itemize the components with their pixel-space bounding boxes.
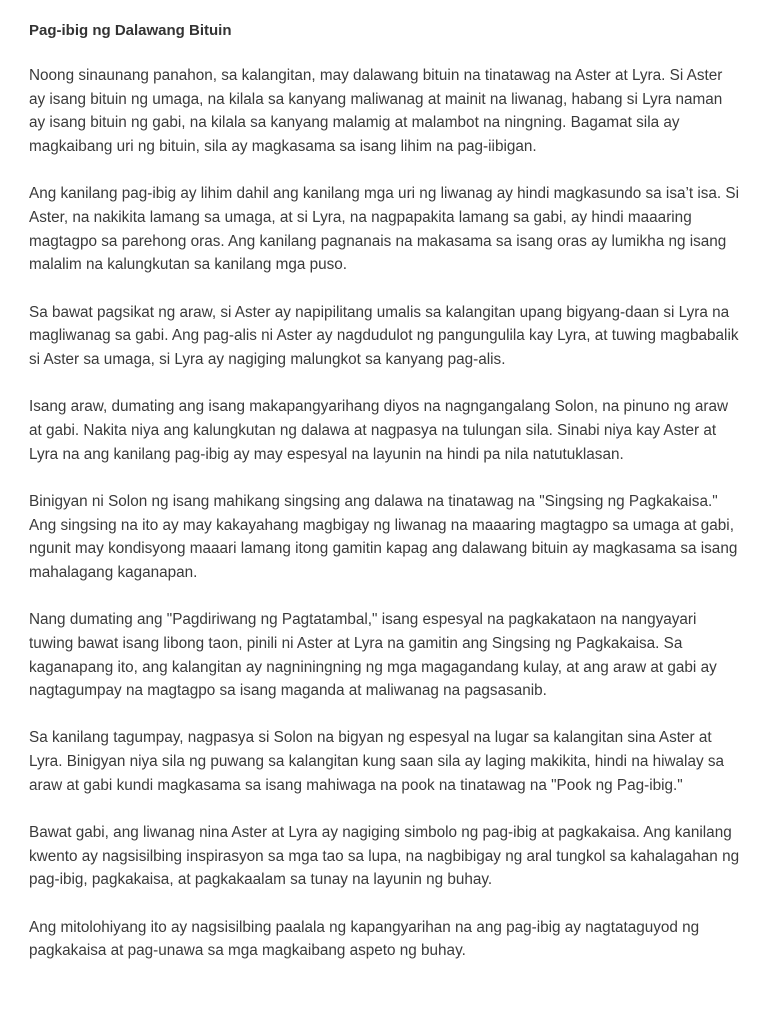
paragraph-7: Sa kanilang tagumpay, nagpasya si Solon na bigyan ng espesyal na lugar sa kalangitan sina Aster at Lyra. Binigyan niya sila ng puwang sa kalangitan kung saan sila ay laging makikita, hindi na hiwalay sa araw at gabi kundi magkasama sa isang mahiwaga na pook na tinatawag na "Pook ng Pag-ibig." (29, 729, 725, 794)
paragraph-9: Ang mitolohiyang ito ay nagsisilbing paalala ng kapangyarihan na ang pag-ibig ay nagtataguyod ng pagkakaisa at pag-unawa sa mga magkaibang aspeto ng buhay. (29, 918, 700, 960)
paragraph-8: Bawat gabi, ang liwanag nina Aster at Lyra ay nagiging simbolo ng pag-ibig at pagkakaisa. Ang kanilang kwento ay nagsisilbing inspirasyon sa mga tao sa lupa, na nagbibigay ng aral tungkol sa kahalagahan ng pag-ibig, pagkakaisa, at pagkakaalam sa tunay na layunin ng buhay. (29, 824, 740, 889)
paragraph-5: Binigyan ni Solon ng isang mahikang singsing ang dalawa na tinatawag na "Singsing ng Pagkakaisa." Ang singsing na ito ay may kakayahang magbigay ng liwanag na maaaring magtagpo sa umaga at gabi, ngunit may kondisyong maaari lamang itong gamitin kapag ang dalawang bituin ay magkasama sa isang mahalagang kaganapan. (29, 492, 738, 581)
paragraph-6: Nang dumating ang "Pagdiriwang ng Pagtatambal," isang espesyal na pagkakataon na nangyayari tuwing bawat isang libong taon, pinili ni Aster at Lyra na gamitin ang Singsing ng Pagkakaisa. Sa kaganapang ito, ang kalangitan ay nagniningning ng mga magagandang kulay, at ang araw at gabi ay nagtagumpay na magtagpo sa isang maganda at maliwanag na pagsasanib. (29, 611, 717, 700)
paragraph-4: Isang araw, dumating ang isang makapangyarihang diyos na nagngangalang Solon, na pinuno ng araw at gabi. Nakita niya ang kalungkutan ng dalawa at nagpasya na tulungan sila. Sinabi niya kay Aster at Lyra na ang kanilang pag-ibig ay may espesyal na layunin na hindi pa nila natutuklasan. (29, 398, 729, 463)
document-body (29, 19, 741, 987)
paragraph-1: Noong sinaunang panahon, sa kalangitan, may dalawang bituin na tinatawag na Aster at Lyra. Si Aster ay isang bituin ng umaga, na kilala sa kanyang maliwanag at mainit na liwanag, habang si Lyra naman ay isang bituin ng gabi, na kilala sa kanyang malamig at malambot na ningning. Bagamat sila ay magkaibang uri ng bituin, sila ay magkasama sa isang lihim na pag-iibigan. (29, 67, 723, 156)
paragraph-3: Sa bawat pagsikat ng araw, si Aster ay napipilitang umalis sa kalangitan upang bigyang-daan si Lyra na magliwanag sa gabi. Ang pag-alis ni Aster ay nagdudulot ng pangungulila kay Lyra, at tuwing magbabalik si Aster sa umaga, si Lyra ay nagiging malungkot sa kanyang pag-alis. (29, 303, 739, 369)
document-title: Pag-ibig ng Dalawang Bituin (29, 22, 232, 39)
paragraph-2: Ang kanilang pag-ibig ay lihim dahil ang kanilang mga uri ng liwanag ay hindi magkasundo sa isa’t isa. Si Aster, na nakikita lamang sa umaga, at si Lyra, na nagpapakita lamang sa gabi, ay hindi maaaring magtagpo sa parehong oras. Ang kanilang pagnanais na makasama sa isang oras ay lumikha ng isang malalim na kalungkutan sa kanilang mga puso. (29, 185, 740, 274)
